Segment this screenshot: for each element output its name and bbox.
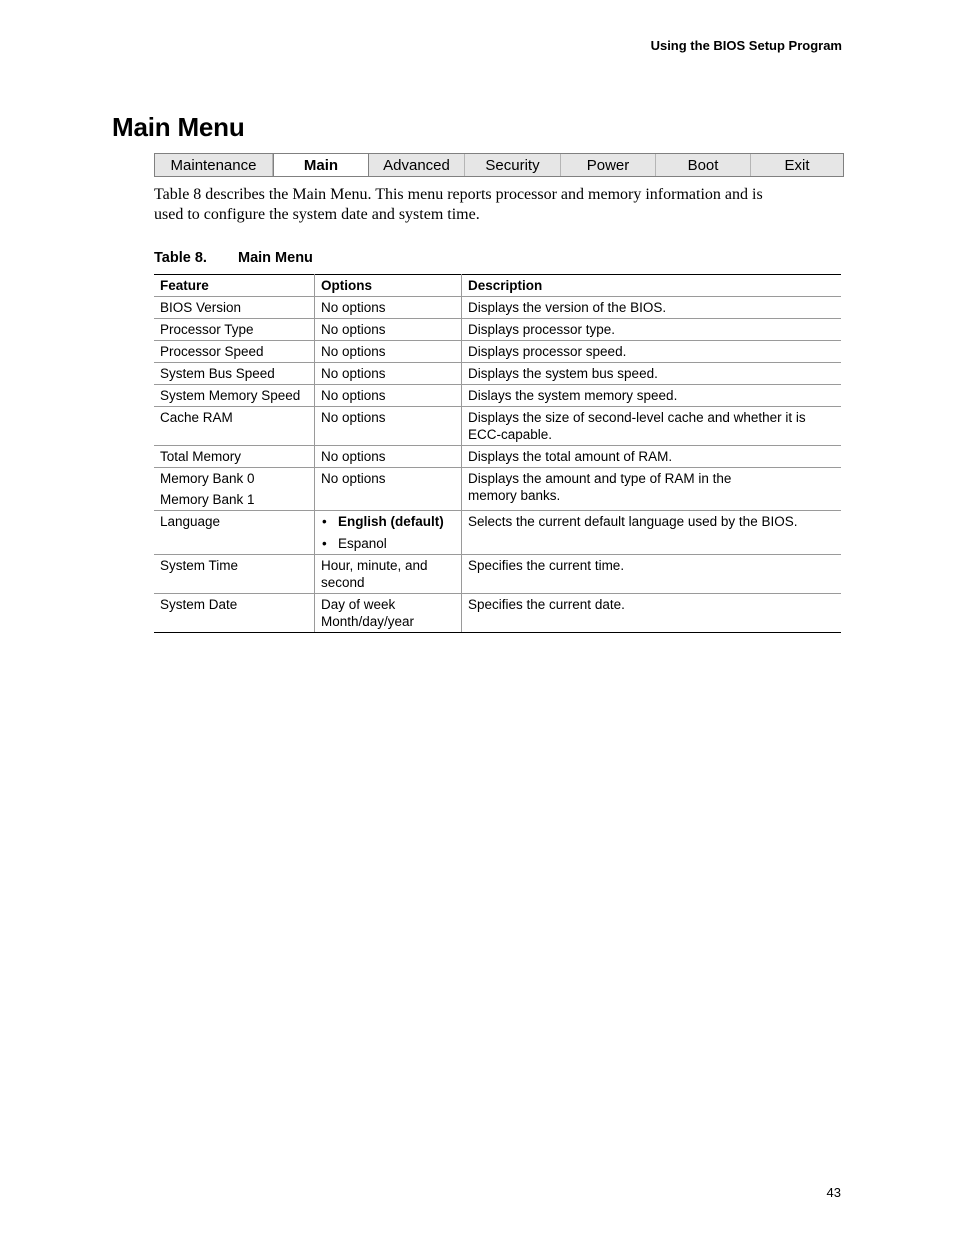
page-title: Main Menu [112, 112, 245, 142]
option-text: No options [321, 344, 386, 359]
description-text: Displays the amount and type of RAM in the [468, 471, 732, 486]
description-text: Displays the total amount of RAM. [468, 449, 673, 464]
option-text: Hour, minute, and [321, 558, 428, 573]
table-caption [154, 250, 313, 266]
menu-bar [154, 153, 844, 177]
header-feature: Feature [154, 275, 315, 297]
description-text: memory banks. [468, 488, 561, 503]
feature-text: BIOS Version [160, 300, 242, 315]
description-text: Dislays the system memory speed. [468, 388, 678, 403]
bullet-icon: • [322, 514, 327, 529]
cell-options [315, 385, 462, 407]
feature-text: System Bus Speed [160, 366, 275, 381]
table-row [154, 407, 841, 446]
cell-options [315, 407, 462, 446]
description-text: Displays processor type. [468, 322, 616, 337]
list-item [321, 535, 456, 552]
intro-line-2: used to configure the system date and system time. [154, 206, 480, 223]
option-text: No options [321, 366, 386, 381]
cell-description [462, 363, 842, 385]
table-row [154, 363, 841, 385]
table-body [154, 297, 841, 633]
header-description: Description [462, 275, 842, 297]
feature-text: System Time [160, 558, 239, 573]
table-caption-title: Main Menu [238, 250, 313, 266]
cell-feature [154, 407, 315, 446]
table-row [154, 511, 841, 555]
cell-feature [154, 363, 315, 385]
option-text: No options [321, 471, 386, 486]
feature-text: Processor Speed [160, 344, 264, 359]
cell-description [462, 407, 842, 446]
description-text: Specifies the current time. [468, 558, 625, 573]
table-row [154, 341, 841, 363]
cell-options [315, 446, 462, 468]
tab-power[interactable]: Power [561, 154, 656, 176]
cell-feature [154, 297, 315, 319]
tab-security[interactable]: Security [465, 154, 561, 176]
feature-text: Memory Bank 0 [160, 471, 255, 486]
option-text: No options [321, 388, 386, 403]
cell-description [462, 594, 842, 633]
cell-feature [154, 319, 315, 341]
option-text: second [321, 575, 365, 590]
feature-text: Memory Bank 1 [160, 492, 255, 507]
table-row [154, 594, 841, 633]
feature-text: Processor Type [160, 322, 254, 337]
description-text: Displays processor speed. [468, 344, 627, 359]
cell-description [462, 319, 842, 341]
feature-text: Language [160, 514, 221, 529]
cell-options [315, 594, 462, 633]
cell-feature [154, 555, 315, 594]
option-text: Day of week [321, 597, 396, 612]
tab-maintenance[interactable]: Maintenance [155, 154, 273, 176]
description-text: Displays the version of the BIOS. [468, 300, 667, 315]
feature-text: System Memory Speed [160, 388, 301, 403]
bullet-icon: • [322, 536, 327, 551]
cell-feature [154, 341, 315, 363]
feature-text: System Date [160, 597, 238, 612]
cell-description [462, 446, 842, 468]
option-text: No options [321, 300, 386, 315]
main-menu-table [154, 274, 841, 633]
table-header-row [154, 275, 841, 297]
option-text: English (default) [338, 514, 444, 529]
feature-text: Cache RAM [160, 410, 233, 425]
tab-exit[interactable]: Exit [784, 156, 810, 174]
cell-description [462, 297, 842, 319]
option-text: Month/day/year [321, 614, 415, 629]
description-text: Specifies the current date. [468, 597, 625, 612]
cell-description [462, 468, 842, 511]
cell-feature [154, 594, 315, 633]
tab-advanced[interactable]: Advanced [369, 154, 465, 176]
cell-options [315, 511, 462, 555]
tab-main[interactable]: Main [273, 154, 369, 176]
description-text: ECC-capable. [468, 427, 553, 442]
cell-options [315, 297, 462, 319]
cell-description [462, 555, 842, 594]
table-row [154, 297, 841, 319]
description-text: Displays the size of second-level cache and whether it is [468, 410, 806, 425]
cell-options [315, 363, 462, 385]
cell-feature [154, 446, 315, 468]
description-text: Selects the current default language used by the BIOS. [468, 514, 798, 529]
table-row [154, 555, 841, 594]
cell-options [315, 555, 462, 594]
option-text: No options [321, 410, 386, 425]
table-row [154, 446, 841, 468]
list-item [321, 513, 456, 530]
tab-boot[interactable]: Boot [656, 154, 751, 176]
running-header: Using the BIOS Setup Program [650, 38, 842, 53]
cell-feature [154, 511, 315, 555]
table-caption-number: Table 8. [154, 250, 207, 266]
table-row [154, 385, 841, 407]
cell-feature [154, 468, 315, 511]
options-list [321, 513, 456, 552]
table-row [154, 468, 841, 511]
option-text: Espanol [338, 536, 387, 551]
cell-options [315, 319, 462, 341]
intro-line-1: Table 8 describes the Main Menu. This menu reports processor and memory information and is [154, 186, 763, 203]
description-text: Displays the system bus speed. [468, 366, 658, 381]
cell-description [462, 341, 842, 363]
option-text: No options [321, 322, 386, 337]
cell-feature [154, 385, 315, 407]
page-number: 43 [826, 1185, 841, 1200]
cell-description [462, 385, 842, 407]
table-row [154, 319, 841, 341]
intro-paragraph [154, 185, 844, 225]
cell-description [462, 511, 842, 555]
cell-options [315, 468, 462, 511]
feature-text: Total Memory [160, 449, 242, 464]
option-text: No options [321, 449, 386, 464]
cell-options [315, 341, 462, 363]
header-options: Options [315, 275, 462, 297]
